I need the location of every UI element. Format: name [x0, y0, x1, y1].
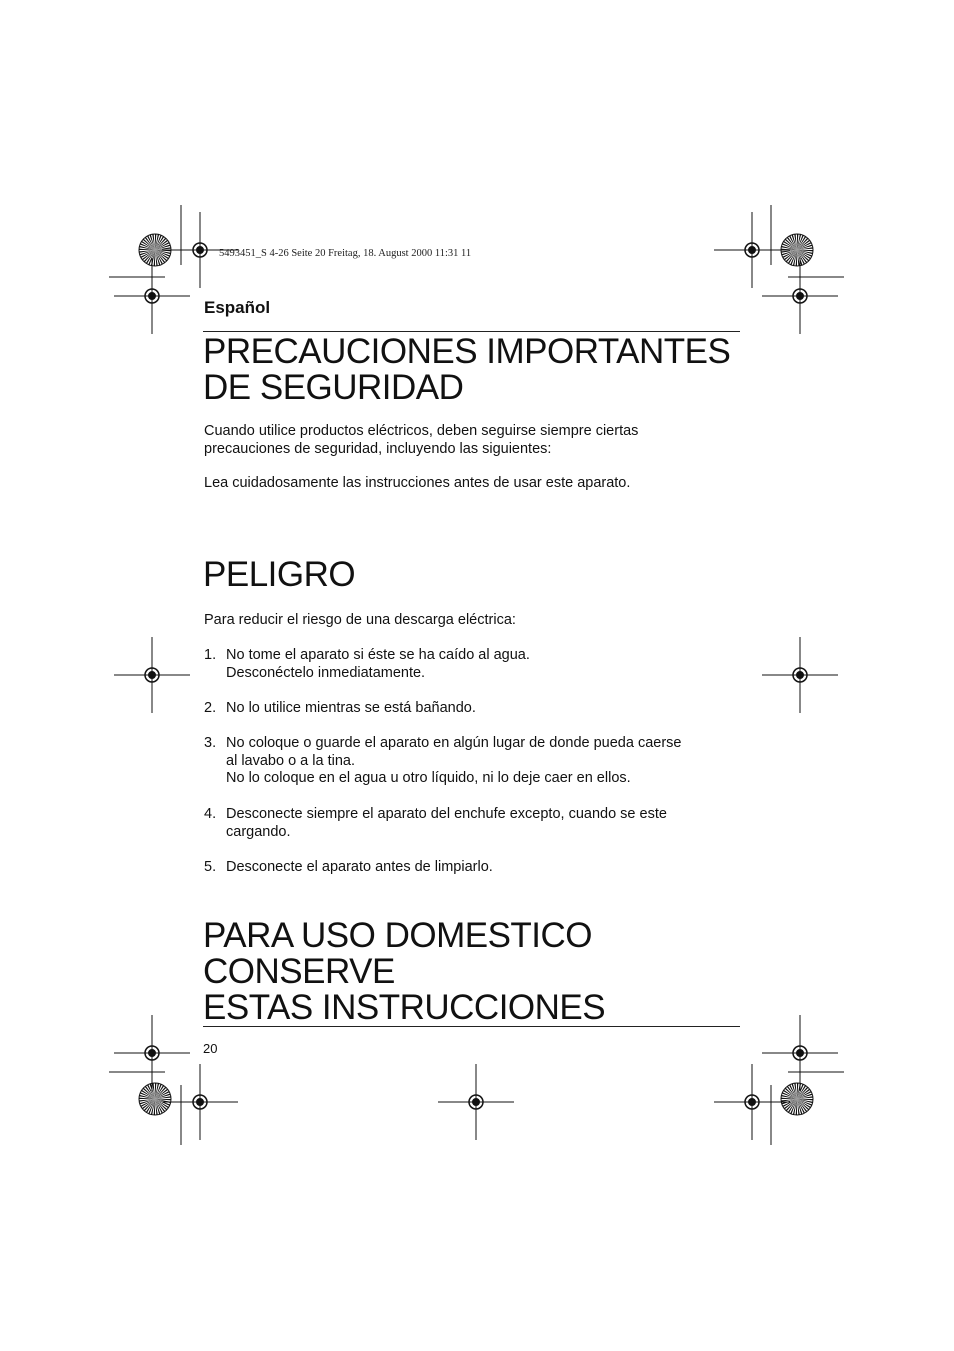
list-item-text: Desconecte el aparato antes de limpiarlo.	[226, 859, 493, 875]
list-item-text: Desconéctelo inmediatamente.	[226, 664, 426, 681]
registration-mark-icon	[114, 258, 190, 334]
danger-intro: Para reducir el riesgo de una descarga eléctrica:	[204, 612, 516, 628]
page-number: 20	[203, 1041, 218, 1056]
registration-mark-icon	[762, 1015, 838, 1091]
list-item-number: 5.	[204, 859, 217, 875]
list-item-number: 2.	[204, 700, 217, 716]
list-item-text: Desconecte siempre el aparato del enchufe excepto, cuando se este	[226, 806, 667, 822]
list-item-text: No tome el aparato si éste se ha caído al agua.	[226, 647, 530, 663]
starburst-target-icon	[139, 1083, 171, 1115]
language-label: Español	[204, 298, 271, 317]
list-item-number: 4.	[204, 806, 217, 822]
bottom-rule	[203, 1026, 740, 1027]
registration-mark-icon	[762, 637, 838, 713]
intro-paragraph	[204, 423, 638, 458]
registration-mark-icon	[114, 1015, 190, 1091]
registration-mark-icon	[714, 1064, 790, 1140]
list-item-text: al lavabo o a la tina.	[226, 752, 355, 769]
intro-line2: precauciones de seguridad, incluyendo las siguientes:	[204, 440, 552, 457]
safety-heading-line1: PRECAUCIONES IMPORTANTES	[203, 332, 731, 371]
list-item-text: No lo utilice mientras se está bañando.	[226, 700, 476, 716]
safety-heading	[203, 334, 730, 406]
read-instructions: Lea cuidadosamente las instrucciones antes de usar este aparato.	[204, 475, 631, 491]
registration-mark-icon	[438, 1064, 514, 1140]
list-item-number: 1.	[204, 647, 217, 663]
list-item-text: cargando.	[226, 823, 291, 840]
safety-heading-line2: DE SEGURIDAD	[203, 368, 464, 407]
print-slug: 5493451_S 4-26 Seite 20 Freitag, 18. August 2000 11:31 11	[219, 248, 472, 259]
list-item-text: No coloque o guarde el aparato en algún lugar de donde pueda caerse	[226, 735, 682, 751]
list-item-text: No lo coloque en el agua u otro líquido, ni lo deje caer en ellos.	[226, 770, 631, 786]
intro-line1: Cuando utilice productos eléctricos, deben seguirse siempre ciertas	[204, 423, 639, 439]
danger-heading: PELIGRO	[203, 555, 356, 594]
registration-mark-icon	[714, 212, 790, 288]
starburst-target-icon	[781, 234, 813, 266]
household-heading-line2: CONSERVE	[203, 952, 395, 991]
starburst-target-icon	[781, 1083, 813, 1115]
starburst-target-icon	[139, 234, 171, 266]
list-item-number: 3.	[204, 735, 217, 751]
registration-mark-icon	[762, 258, 838, 334]
household-heading	[203, 918, 605, 1026]
household-heading-line1: PARA USO DOMESTICO	[203, 916, 593, 955]
household-heading-line3: ESTAS INSTRUCCIONES	[203, 988, 606, 1027]
registration-mark-icon	[162, 1064, 238, 1140]
registration-mark-icon	[114, 637, 190, 713]
